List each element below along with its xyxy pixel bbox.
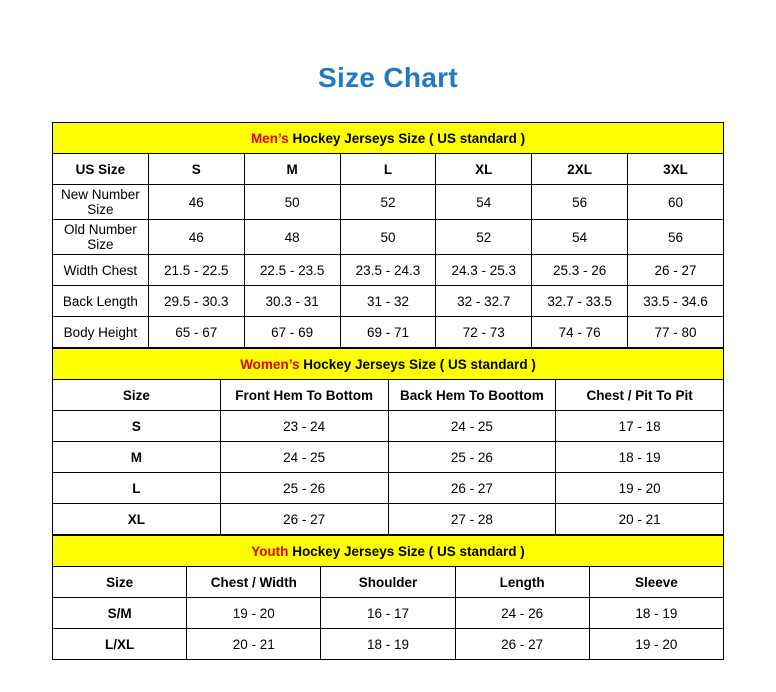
womens-row-2-cell-2: 26 - 27 <box>388 473 556 504</box>
table-row <box>53 598 724 629</box>
youth-header-0: Size <box>53 567 187 598</box>
mens-header-5: 2XL <box>532 154 628 185</box>
mens-row-4-label: Body Height <box>53 317 149 348</box>
womens-row-3-cell-2: 27 - 28 <box>388 504 556 535</box>
womens-row-3-cell-1: 26 - 27 <box>220 504 388 535</box>
womens-row-2-label: L <box>53 473 221 504</box>
mens-row-3-cell-3: 31 - 32 <box>340 286 436 317</box>
youth-banner-group: Youth <box>251 543 289 559</box>
womens-row-0-cell-2: 24 - 25 <box>388 411 556 442</box>
table-row <box>53 255 724 286</box>
table-header-row <box>53 154 724 185</box>
mens-header-6: 3XL <box>628 154 724 185</box>
womens-row-3-cell-3: 20 - 21 <box>556 504 724 535</box>
mens-row-0-label: New Number Size <box>53 185 149 220</box>
youth-row-0-cell-3: 24 - 26 <box>455 598 589 629</box>
size-chart-container <box>52 122 724 660</box>
mens-row-1-cell-6: 56 <box>628 220 724 255</box>
mens-row-4-cell-1: 65 - 67 <box>148 317 244 348</box>
youth-header-4: Sleeve <box>589 567 723 598</box>
mens-row-3-cell-1: 29.5 - 30.3 <box>148 286 244 317</box>
table-banner-row <box>53 536 724 567</box>
youth-row-1-cell-4: 19 - 20 <box>589 629 723 660</box>
mens-header-3: L <box>340 154 436 185</box>
womens-row-0-label: S <box>53 411 221 442</box>
table-row <box>53 504 724 535</box>
mens-row-4-cell-5: 74 - 76 <box>532 317 628 348</box>
mens-row-2-cell-5: 25.3 - 26 <box>532 255 628 286</box>
womens-header-0: Size <box>53 380 221 411</box>
mens-row-1-label: Old Number Size <box>53 220 149 255</box>
youth-row-0-cell-2: 16 - 17 <box>321 598 455 629</box>
mens-row-1-cell-1: 46 <box>148 220 244 255</box>
mens-row-1-cell-4: 52 <box>436 220 532 255</box>
mens-row-1-cell-5: 54 <box>532 220 628 255</box>
youth-row-1-label: L/XL <box>53 629 187 660</box>
mens-row-0-cell-2: 50 <box>244 185 340 220</box>
youth-row-0-label: S/M <box>53 598 187 629</box>
youth-banner-cell <box>53 536 724 567</box>
table-banner-row <box>53 349 724 380</box>
womens-row-0-cell-1: 23 - 24 <box>220 411 388 442</box>
mens-banner-group: Men’s <box>250 130 289 146</box>
table-banner-row <box>53 123 724 154</box>
mens-row-2-cell-6: 26 - 27 <box>628 255 724 286</box>
mens-row-2-cell-1: 21.5 - 22.5 <box>148 255 244 286</box>
mens-row-2-cell-4: 24.3 - 25.3 <box>436 255 532 286</box>
mens-row-0-cell-5: 56 <box>532 185 628 220</box>
table-row <box>53 442 724 473</box>
youth-banner-text: Hockey Jerseys Size ( US standard ) <box>288 543 525 559</box>
womens-row-1-cell-2: 25 - 26 <box>388 442 556 473</box>
page-title: Size Chart <box>318 62 458 93</box>
table-row <box>53 220 724 255</box>
mens-row-3-cell-6: 33.5 - 34.6 <box>628 286 724 317</box>
mens-row-3-cell-4: 32 - 32.7 <box>436 286 532 317</box>
mens-row-2-cell-2: 22.5 - 23.5 <box>244 255 340 286</box>
mens-row-4-cell-4: 72 - 73 <box>436 317 532 348</box>
womens-banner-cell <box>53 349 724 380</box>
table-header-row <box>53 380 724 411</box>
womens-header-2: Back Hem To Boottom <box>388 380 556 411</box>
mens-row-3-label: Back Length <box>53 286 149 317</box>
mens-header-4: XL <box>436 154 532 185</box>
mens-row-1-cell-2: 48 <box>244 220 340 255</box>
mens-row-2-cell-3: 23.5 - 24.3 <box>340 255 436 286</box>
womens-row-1-cell-3: 18 - 19 <box>556 442 724 473</box>
mens-row-4-cell-6: 77 - 80 <box>628 317 724 348</box>
table-row <box>53 185 724 220</box>
mens-row-4-cell-2: 67 - 69 <box>244 317 340 348</box>
mens-header-0: US Size <box>53 154 149 185</box>
mens-row-3-cell-5: 32.7 - 33.5 <box>532 286 628 317</box>
youth-row-1-cell-1: 20 - 21 <box>187 629 321 660</box>
womens-header-3: Chest / Pit To Pit <box>556 380 724 411</box>
womens-row-1-cell-1: 24 - 25 <box>220 442 388 473</box>
mens-banner-cell <box>53 123 724 154</box>
table-header-row <box>53 567 724 598</box>
mens-size-table <box>52 122 724 348</box>
table-row <box>53 317 724 348</box>
womens-size-table <box>52 348 724 535</box>
womens-banner-group: Women’s <box>240 356 300 372</box>
womens-row-3-label: XL <box>53 504 221 535</box>
womens-row-2-cell-3: 19 - 20 <box>556 473 724 504</box>
mens-row-0-cell-1: 46 <box>148 185 244 220</box>
mens-row-4-cell-3: 69 - 71 <box>340 317 436 348</box>
table-row <box>53 411 724 442</box>
mens-row-0-cell-4: 54 <box>436 185 532 220</box>
mens-row-0-cell-6: 60 <box>628 185 724 220</box>
mens-header-2: M <box>244 154 340 185</box>
womens-row-1-label: M <box>53 442 221 473</box>
youth-row-1-cell-3: 26 - 27 <box>455 629 589 660</box>
mens-row-0-cell-3: 52 <box>340 185 436 220</box>
mens-row-2-label: Width Chest <box>53 255 149 286</box>
youth-header-1: Chest / Width <box>187 567 321 598</box>
womens-row-0-cell-3: 17 - 18 <box>556 411 724 442</box>
youth-size-table <box>52 535 724 660</box>
youth-row-1-cell-2: 18 - 19 <box>321 629 455 660</box>
table-row <box>53 629 724 660</box>
mens-header-1: S <box>148 154 244 185</box>
youth-row-0-cell-1: 19 - 20 <box>187 598 321 629</box>
table-row <box>53 286 724 317</box>
youth-header-3: Length <box>455 567 589 598</box>
womens-row-2-cell-1: 25 - 26 <box>220 473 388 504</box>
mens-row-1-cell-3: 50 <box>340 220 436 255</box>
youth-header-2: Shoulder <box>321 567 455 598</box>
youth-row-0-cell-4: 18 - 19 <box>589 598 723 629</box>
mens-banner-text: Hockey Jerseys Size ( US standard ) <box>288 130 526 146</box>
womens-header-1: Front Hem To Bottom <box>220 380 388 411</box>
mens-row-3-cell-2: 30.3 - 31 <box>244 286 340 317</box>
table-row <box>53 473 724 504</box>
womens-banner-text: Hockey Jerseys Size ( US standard ) <box>299 356 536 372</box>
